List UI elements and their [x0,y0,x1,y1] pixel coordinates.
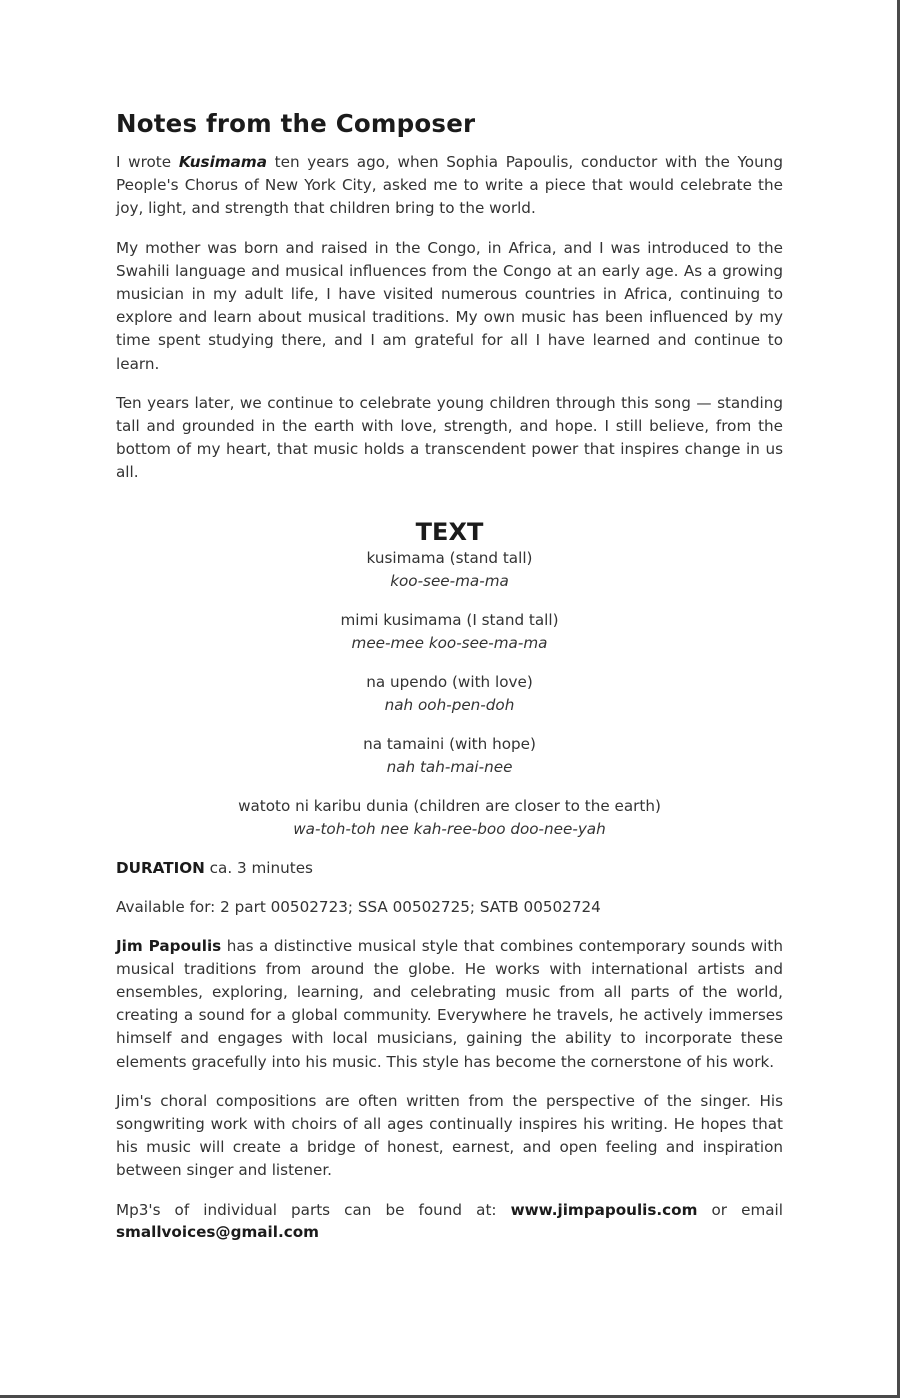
text-heading: TEXT [415,517,484,546]
verse-1-line: kusimama (stand tall) [366,548,533,567]
verse-2-line: mimi kusimama (I stand tall) [340,610,559,629]
verse-2 [116,609,783,656]
piece-title: Kusimama [178,153,267,171]
verse-5-pronunciation: wa-toh-toh nee kah-ree-boo doo-nee-yah [293,820,606,839]
mp3-paragraph [116,1199,783,1222]
bio-paragraph-1 [116,935,783,1074]
duration-value: ca. 3 minutes [204,858,313,877]
bio-paragraph-2: Jim's choral compositions are often written from the perspective of the singer. His songwriting work with choirs of all ages continually inspires his writing. He hopes that his music will create a bridge of honest, earnest, and open feeling and inspiration between singer and listener. [116,1091,783,1180]
available-editions: Available for: 2 part 00502723; SSA 00502725; SATB 00502724 [116,897,601,916]
verse-2-pronunciation: mee-mee koo-see-ma-ma [351,634,548,653]
duration [116,857,783,880]
email-link[interactable]: smallvoices@gmail.com [116,1222,319,1241]
notes-paragraph-2: My mother was born and raised in the Congo, in Africa, and I was introduced to the Swahili language and musical influences from the Congo at an early age. As a growing musician in my adult life, I have visited numerous countries in Africa, continuing to explore and learn about musical traditions. My own music has been influenced by my time spent studying there, and I am grateful for all I have learned and continue to learn. [116,238,783,373]
verse-4 [116,733,783,780]
bio-p1-rest: has a distinctive musical style that combines contemporary sounds with musical traditions from around the globe. He works with international artists and ensembles, exploring, learning, and celebrating music from all parts of the world, creating a sound for a global community. Everywhere he travels, he actively immerses himself and engages with local musicians, gaining the ability to incorporate these elements gracefully into his music. This style has become the cornerstone of his work. [116,936,783,1071]
verse-3 [116,671,783,718]
verse-5-line: watoto ni karibu dunia (children are closer to the earth) [238,796,661,815]
notes-paragraph-3: Ten years later, we continue to celebrate young children through this song — standing tall and grounded in the earth with love, strength, and hope. I still believe, from the bottom of my heart, that music holds a transcendent power that inspires change in us all. [116,393,783,482]
verse-3-line: na upendo (with love) [366,672,533,691]
verse-3-pronunciation: nah ooh-pen-doh [384,696,515,715]
page-content [116,106,783,1244]
verse-5 [116,795,783,842]
notes-heading: Notes from the Composer [116,109,476,138]
email-line [116,1221,783,1244]
notes-p1-pre: I wrote [116,153,179,171]
verse-4-line: na tamaini (with hope) [363,734,536,753]
composer-name: Jim Papoulis [116,936,222,955]
website-link[interactable]: www.jimpapoulis.com [510,1200,698,1219]
duration-label: DURATION [116,858,205,877]
mp3-mid: or email [697,1200,784,1219]
verse-4-pronunciation: nah tah-mai-nee [386,758,513,777]
verse-1-pronunciation: koo-see-ma-ma [390,572,509,591]
notes-paragraph-1 [116,151,783,221]
notes-p1-post: ten years ago, when Sophia Papoulis, conductor with the Young People's Chorus of New York City, asked me to write a piece that would celebrate the joy, light, and strength that children bring to the world. [116,153,783,218]
mp3-pre: Mp3's of individual parts can be found at: [116,1200,511,1219]
verse-1 [116,547,783,594]
